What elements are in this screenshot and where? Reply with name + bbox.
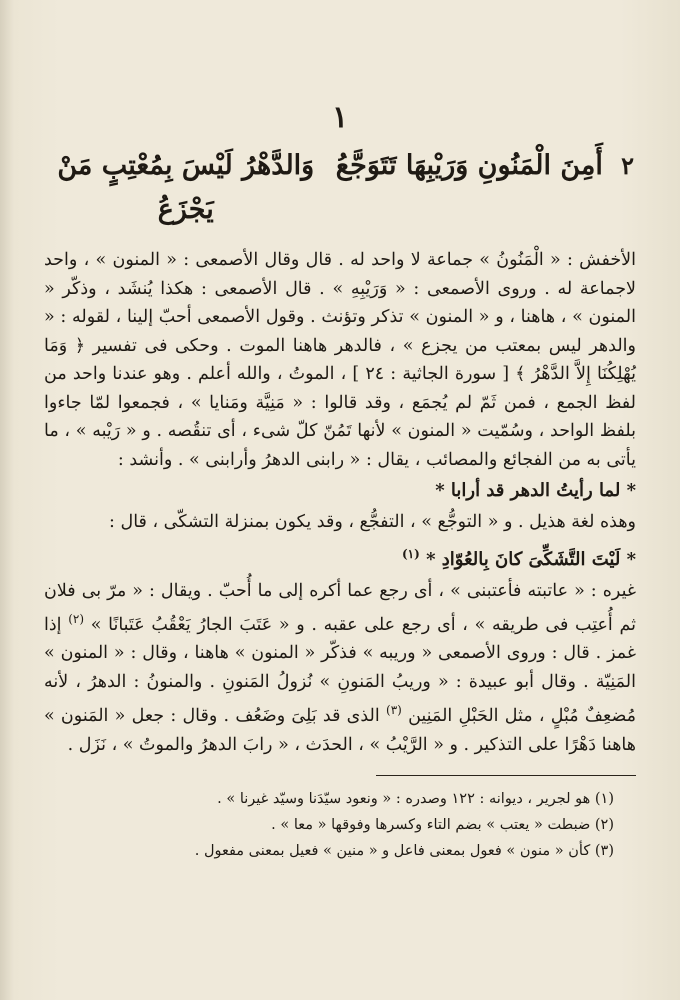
quoted-verse-1: * لما رأيتُ الدهر قد أرابا * <box>435 480 636 501</box>
commentary-paragraph-1: الأخفش : « الْمَنُونُ » جماعة لا واحد له . قال وقال الأصمعى : « المنون » ، واحد لاجماعة له . وروى الأصمعى : « وَرَيْبِهِ » . قال الأصمعى : هكذا يُنشَد ، وذكّر « المنون » ، هاهنا ، و « المنون » تذكر وتؤنث . وقول الأصمعى أحبّ إلينا ، لقوله : « والدهر ليس بمعتب من يجزع » ، فالدهر هاهنا الموت . وحكى فى تفسير ﴿ وَمَا يُهْلِكُنَا إِلاَّ الدَّهْرُ ﴾ [ سورة الجاثية : ٢٤ ] ، الموتُ ، والله أعلم . وهو عندنا واحد من لفظ الجمع ، فمن ثَمّ لم يُجمَع ، وقد قالوا : « مَنِيَّة ومَنايا » ، فجمعوا لمّا جاءوا بلفظ الواحد ، وسُمّيت « المنون » لأنها تَمُنّ كلّ شىء ، أى تنقُصه . و « رَيْبه » ، ما يأتى به من الفجائع والمصائب ، يقال : « رابنى الدهرُ وأرابنى » . وأنشد : <box>44 250 636 470</box>
footnote-2: (٢) ضبطت « يعتب » بضم التاء وكسرها وفوقها « معا » . <box>271 817 614 834</box>
commentary-paragraph-4-text: إذا غمز . قال : وروى الأصمعى « وريبه » فذكّر « المنون » هاهنا ، وقال : « المنون » المَنِيّة . وقال أبو عبيدة : « وريبُ المَنونِ » نُزولُ المَنونِ . والمنونُ : الدهرُ ، لأنه مُضعِفٌ مُبْلٍ ، مثل الحَبْلِ المَنِين <box>44 614 636 727</box>
verse-number: ٢ <box>621 151 634 180</box>
footnote-marker-1: (١) <box>401 546 420 561</box>
verse-second-hemistich: وَالدَّهْرُ لَيْسَ بِمُعْتِبٍ مَنْ يَجْزَعُ <box>57 150 315 225</box>
quoted-verse-2 <box>44 537 636 577</box>
footnotes <box>44 786 636 864</box>
page-number: ١ <box>331 100 349 135</box>
verse-line <box>44 144 636 232</box>
commentary-paragraph-5-text: الذى قد بَلِىَ وضَعُف . وقال : جعل « المَنون » هاهنا دَهْرًا على التذكير . و « الرَّيْبُ » ، الحدَث ، « رابَ الدهرُ والموتُ » ، نَزَل . <box>44 706 636 755</box>
footnote-divider <box>376 775 636 776</box>
commentary <box>44 246 636 759</box>
commentary-paragraph-2: وهذه لغة هذيل . و « التوجُّع » ، التفجُّع ، وقد يكون بمنزلة التشكّى ، قال : <box>109 512 636 532</box>
commentary-paragraph-3-text: غيره : « عاتبته فأعتبنى » ، أى رجع عما أكره إلى ما أُحبّ . ويقال : « مرّ بى فلان ثم أُعتِب فى طريقه » ، أى رجع على عقبه . و « عَتَبَ الجارُ يَعْقُبُ عَتَبانًا » <box>44 580 636 635</box>
footnote-1: (١) هو لجرير ، ديوانه : ١٢٢ وصدره : « ونعود سيّدَنا وسيّد غيرنا » . <box>217 791 614 808</box>
footnote-3: (٣) كأن « منون » فعول بمعنى فاعل و « منين » فعيل بمعنى مفعول . <box>194 843 614 860</box>
verse-first-hemistich: أَمِنَ الْمَنُونِ وَرَيْبِهَا تَتَوَجَّعُ <box>335 150 603 181</box>
quoted-verse-2-text: * لَيْتَ التَّشَكِّىَ كانَ بِالعُوّادِ * <box>426 548 636 570</box>
footnote-marker-2: (٢) <box>68 612 85 626</box>
footnote-marker-3: (٣) <box>386 703 402 718</box>
commentary-paragraph-3 <box>44 577 636 760</box>
